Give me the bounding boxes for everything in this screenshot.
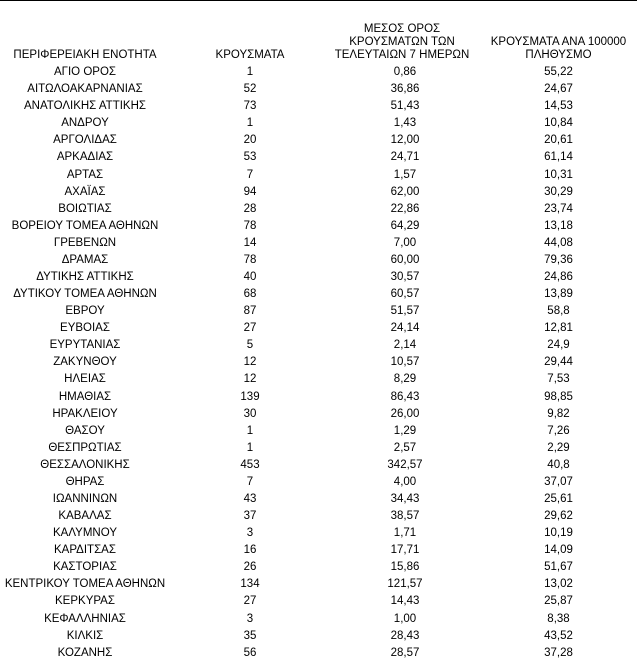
region-cell: ΑΡΚΑΔΙΑΣ [56,151,114,164]
cases-cell: 30 [243,407,257,420]
table-row [0,286,637,303]
region-cell: ΑΝΑΤΟΛΙΚΗΣ ΑΤΤΙΚΗΣ [23,100,146,113]
avg-7-days-cell: 26,00 [390,407,420,420]
table-row [0,166,637,183]
top-border-line [0,0,637,1]
cases-cell: 139 [240,390,260,403]
per-100k-cell: 10,84 [544,117,573,130]
cases-cell: 28 [243,202,257,215]
table-row [0,235,637,252]
table-row [0,457,637,474]
table-row [0,115,637,132]
region-cell: ΗΛΕΙΑΣ [64,373,106,386]
per-100k-cell: 7,26 [547,424,570,437]
cases-table-body [0,64,637,662]
cases-cell: 16 [243,544,257,557]
cases-cell: 43 [243,492,257,505]
avg-7-days-cell: 34,43 [390,492,420,505]
avg-7-days-cell: 17,71 [390,544,420,557]
per-100k-cell: 29,44 [544,356,573,369]
per-100k-cell: 20,61 [544,134,573,147]
avg-7-days-cell: 22,86 [390,202,420,215]
per-100k-cell: 55,22 [544,66,573,79]
table-row [0,149,637,166]
table-row [0,81,637,98]
table-row [0,525,637,542]
avg-7-days-cell: 28,43 [390,629,420,642]
avg-7-days-cell: 38,57 [390,510,420,523]
region-cell: ΚΕΦΑΛΛΗΝΙΑΣ [44,612,126,625]
avg-7-days-cell: 342,57 [387,458,423,471]
cases-cell: 78 [243,253,257,266]
per-100k-cell: 37,07 [544,475,573,488]
avg-7-days-cell: 62,00 [390,185,420,198]
table-row [0,559,637,576]
region-cell: ΔΥΤΙΚΗΣ ΑΤΤΙΚΗΣ [36,270,134,283]
cases-cell: 3 [246,527,254,540]
region-cell: ΑΓΙΟ ΟΡΟΣ [53,66,116,79]
region-cell: ΕΥΒΟΙΑΣ [60,322,110,335]
header-avg-7-days: ΜΕΣΟΣ ΟΡΟΣ ΚΡΟΥΣΜΑΤΩΝ ΤΩΝ ΤΕΛΕΥΤΑΙΩΝ 7 ΗΜΕΡΩΝ [334,23,470,61]
avg-7-days-cell: 8,29 [393,373,417,386]
cases-cell: 68 [243,288,257,301]
avg-7-days-cell: 24,71 [390,151,420,164]
table-row [0,303,637,320]
cases-cell: 73 [243,100,257,113]
region-cell: ΑΙΤΩΛΟΑΚΑΡΝΑΝΙΑΣ [27,83,143,96]
per-100k-cell: 2,29 [547,441,570,454]
region-cell: ΒΟΙΩΤΙΑΣ [58,202,112,215]
region-cell: ΚΑΡΔΙΤΣΑΣ [54,544,116,557]
table-header [0,12,637,62]
table-row [0,628,637,645]
region-cell: ΚΑΛΥΜΝΟΥ [53,527,117,540]
per-100k-cell: 58,8 [547,305,570,318]
per-100k-cell: 10,19 [544,527,573,540]
avg-7-days-cell: 51,43 [390,100,420,113]
per-100k-cell: 98,85 [544,390,573,403]
table-row [0,252,637,269]
region-cell: ΒΟΡΕΙΟΥ ΤΟΜΕΑ ΑΘΗΝΩΝ [11,219,159,232]
per-100k-cell: 29,62 [544,510,573,523]
region-cell: ΕΥΡΥΤΑΝΙΑΣ [49,339,121,352]
per-100k-cell: 24,86 [544,270,573,283]
table-row [0,508,637,525]
region-cell: ΑΝΔΡΟΥ [61,117,109,130]
region-cell: ΗΡΑΚΛΕΙΟΥ [52,407,118,420]
region-cell: ΓΡΕΒΕΝΩΝ [53,236,117,249]
cases-cell: 94 [243,185,257,198]
avg-7-days-cell: 60,00 [390,253,420,266]
region-cell: ΗΜΑΘΙΑΣ [58,390,112,403]
per-100k-cell: 44,08 [544,236,573,249]
avg-7-days-cell: 1,43 [393,117,417,130]
region-cell: ΕΒΡΟΥ [65,305,105,318]
avg-7-days-cell: 1,71 [393,527,417,540]
avg-7-days-cell: 2,57 [393,441,417,454]
header-region: ΠΕΡΙΦΕΡΕΙΑΚΗ ΕΝΟΤΗΤΑ [13,49,157,61]
avg-7-days-cell: 30,57 [390,270,420,283]
per-100k-cell: 13,89 [544,288,573,301]
region-cell: ΖΑΚΥΝΘΟΥ [53,356,117,369]
region-cell: ΚΑΣΤΟΡΙΑΣ [53,561,117,574]
avg-7-days-cell: 12,00 [390,134,420,147]
table-row [0,542,637,559]
per-100k-cell: 24,9 [547,339,570,352]
cases-cell: 27 [243,322,257,335]
table-row [0,388,637,405]
per-100k-cell: 79,36 [544,253,573,266]
per-100k-cell: 24,67 [544,83,573,96]
avg-7-days-cell: 1,00 [393,612,417,625]
per-100k-cell: 51,67 [544,561,573,574]
per-100k-cell: 8,38 [547,612,570,625]
cases-cell: 78 [243,219,257,232]
region-cell: ΚΑΒΑΛΑΣ [58,510,112,523]
region-cell: ΑΡΤΑΣ [66,168,104,181]
table-row [0,201,637,218]
cases-cell: 7 [246,168,254,181]
per-100k-cell: 14,53 [544,100,573,113]
avg-7-days-cell: 86,43 [390,390,420,403]
table-row [0,593,637,610]
table-row [0,406,637,423]
cases-cell: 1 [246,424,254,437]
region-cell: ΚΟΖΑΝΗΣ [57,646,113,659]
cases-cell: 40 [243,270,257,283]
table-row [0,132,637,149]
per-100k-cell: 23,74 [544,202,573,215]
cases-table [0,64,637,662]
avg-7-days-cell: 121,57 [387,578,423,591]
region-cell: ΔΥΤΙΚΟΥ ΤΟΜΕΑ ΑΘΗΝΩΝ [13,288,157,301]
table-row [0,354,637,371]
cases-cell: 14 [243,236,257,249]
per-100k-cell: 13,18 [544,219,573,232]
table-row [0,423,637,440]
cases-cell: 26 [243,561,257,574]
cases-cell: 1 [246,441,254,454]
per-100k-cell: 37,28 [544,646,573,659]
cases-cell: 1 [246,66,254,79]
table-row [0,576,637,593]
per-100k-cell: 30,29 [544,185,573,198]
avg-7-days-cell: 15,86 [390,561,420,574]
avg-7-days-cell: 10,57 [390,356,420,369]
region-cell: ΘΑΣΟΥ [65,424,105,437]
avg-7-days-cell: 1,29 [393,424,417,437]
avg-7-days-cell: 7,00 [393,236,417,249]
per-100k-cell: 25,61 [544,492,573,505]
table-row [0,320,637,337]
per-100k-cell: 40,8 [547,458,570,471]
cases-cell: 27 [243,595,257,608]
cases-cell: 56 [243,646,257,659]
cases-cell: 453 [240,458,260,471]
per-100k-cell: 43,52 [544,629,573,642]
avg-7-days-cell: 60,57 [390,288,420,301]
table-row [0,337,637,354]
avg-7-days-cell: 2,14 [393,339,417,352]
cases-cell: 37 [243,510,257,523]
avg-7-days-cell: 14,43 [390,595,420,608]
region-cell: ΚΙΛΚΙΣ [66,629,104,642]
avg-7-days-cell: 0,86 [393,66,417,79]
per-100k-cell: 12,81 [544,322,573,335]
cases-cell: 3 [246,612,254,625]
table-row [0,98,637,115]
per-100k-cell: 25,87 [544,595,573,608]
region-cell: ΚΕΝΤΡΙΚΟΥ ΤΟΜΕΑ ΑΘΗΝΩΝ [4,578,166,591]
per-100k-cell: 7,53 [547,373,570,386]
cases-cell: 20 [243,134,257,147]
per-100k-cell: 9,82 [547,407,570,420]
table-row [0,64,637,81]
avg-7-days-cell: 4,00 [393,475,417,488]
region-cell: ΙΩΑΝΝΙΝΩΝ [52,492,118,505]
avg-7-days-cell: 24,14 [390,322,420,335]
per-100k-cell: 61,14 [544,151,573,164]
table-row [0,491,637,508]
region-cell: ΑΧΑΪΑΣ [64,185,106,198]
header-cases-per-100k: ΚΡΟΥΣΜΑΤΑ ΑΝΑ 100000 ΠΛΗΘΥΣΜΟ [490,36,627,61]
table-row [0,645,637,662]
per-100k-cell: 10,31 [544,168,573,181]
table-row [0,269,637,286]
cases-cell: 5 [246,339,254,352]
avg-7-days-cell: 51,57 [390,305,420,318]
table-row [0,474,637,491]
table-row [0,218,637,235]
cases-cell: 7 [246,475,254,488]
cases-cell: 1 [246,117,254,130]
region-cell: ΑΡΓΟΛΙΔΑΣ [53,134,117,147]
cases-cell: 87 [243,305,257,318]
per-100k-cell: 13,02 [544,578,573,591]
cases-cell: 53 [243,151,257,164]
table-row [0,371,637,388]
region-cell: ΘΕΣΣΑΛΟΝΙΚΗΣ [40,458,130,471]
cases-cell: 35 [243,629,257,642]
cases-cell: 134 [240,578,260,591]
region-cell: ΔΡΑΜΑΣ [61,253,109,266]
per-100k-cell: 14,09 [544,544,573,557]
cases-cell: 12 [243,356,257,369]
region-cell: ΚΕΡΚΥΡΑΣ [55,595,115,608]
avg-7-days-cell: 64,29 [390,219,420,232]
table-row [0,184,637,201]
cases-cell: 52 [243,83,257,96]
avg-7-days-cell: 36,86 [390,83,420,96]
table-row [0,611,637,628]
avg-7-days-cell: 1,57 [393,168,417,181]
header-cases: ΚΡΟΥΣΜΑΤΑ [215,49,285,61]
table-row [0,440,637,457]
region-cell: ΘΕΣΠΡΩΤΙΑΣ [48,441,122,454]
cases-cell: 12 [243,373,257,386]
region-cell: ΘΗΡΑΣ [65,475,105,488]
avg-7-days-cell: 28,57 [390,646,420,659]
